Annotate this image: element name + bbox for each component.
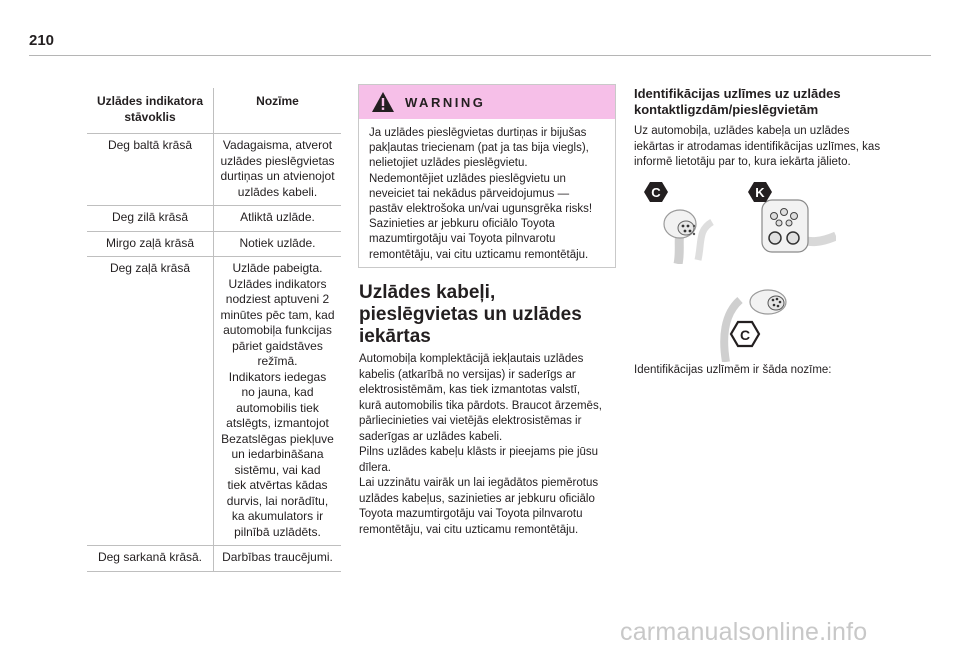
header-meaning: Nozīme bbox=[214, 88, 342, 134]
indicator-status-table bbox=[87, 88, 341, 572]
label-c-1: C bbox=[651, 185, 661, 200]
text-line: remontētāju, vai citu uzticamu remontētāju. bbox=[359, 523, 579, 536]
warning-header bbox=[359, 85, 615, 119]
text-line: elektrosistēmām, kas tiek izmantotas valstī, bbox=[359, 384, 581, 396]
table-row bbox=[87, 257, 341, 546]
text-line: informē lietotāju par to, kura iekārta jālieto. bbox=[634, 156, 851, 168]
text-line: remontētāju, vai citu uzticamu remontētāju. bbox=[369, 248, 589, 261]
text-line: saderīgas ar uzlādes kabeli. bbox=[359, 430, 503, 443]
charging-cables-heading: Uzlādes kabeļi, pieslēgvietas un uzlādes iekārtas bbox=[359, 282, 582, 347]
watermark: carmanualsonline.info bbox=[620, 618, 868, 646]
warning-box bbox=[358, 84, 616, 268]
meaning-line: Indikators iedegas bbox=[228, 369, 327, 384]
meaning-line: durvis, lai norādītu, bbox=[226, 493, 329, 508]
state-cell: Deg zaļā krāsā bbox=[87, 257, 214, 546]
label-k: K bbox=[755, 185, 765, 200]
table-row bbox=[87, 231, 341, 257]
charging-cables-text bbox=[359, 352, 621, 538]
meaning-line: un iedarbināšana bbox=[231, 447, 324, 461]
meaning-line: uzlādes kabeli. bbox=[237, 184, 318, 199]
meaning-cell bbox=[214, 134, 342, 206]
meaning-line: pāriet gaidstāves bbox=[232, 338, 323, 353]
text-line: kurā automobilis tika pārdots. Braucot ārzemēs, bbox=[359, 399, 602, 412]
state-cell: Mirgo zaļā krāsā bbox=[87, 231, 214, 257]
text-line: Uz automobiļa, uzlādes kabeļa un uzlādes bbox=[634, 125, 850, 137]
identification-labels-heading: Identifikācijas uzlīmes uz uzlādes kontaktligzdām/pieslēgvietām bbox=[634, 86, 841, 117]
header-divider bbox=[29, 55, 931, 56]
text-line: nelietojiet uzlādes pieslēgvietu. bbox=[369, 157, 528, 170]
meaning-line: nodziest aptuveni 2 bbox=[225, 292, 330, 306]
text-line: Nedemontējiet uzlādes pieslēgvietu un bbox=[369, 172, 566, 185]
text-line: iekārtas ir atrodamas identifikācijas uzlīmes, kas bbox=[634, 140, 881, 153]
text-line: Ja uzlādes pieslēgvietas durtiņas ir bijušas bbox=[369, 127, 587, 139]
state-cell: Deg zilā krāsā bbox=[87, 206, 214, 232]
table-row bbox=[87, 134, 341, 206]
connector-c-illustration bbox=[638, 178, 732, 264]
meaning-line: minūtes pēc tam, kad bbox=[220, 307, 335, 322]
label-c-2: C bbox=[739, 327, 751, 343]
page-number: 210 bbox=[29, 32, 55, 49]
meaning-cell bbox=[214, 257, 342, 546]
meaning-line: durtiņas un atvienojot bbox=[220, 169, 335, 183]
text-line: pastāv elektrošoka un/vai ugunsgrēka risks! bbox=[369, 203, 593, 216]
meaning-line: automobiļa funkcijas bbox=[223, 323, 332, 337]
meaning-line: uzlādes pieslēgvietas bbox=[220, 153, 335, 168]
text-line: Toyota mazumtirgotāju vai Toyota pilnvarotu bbox=[359, 508, 583, 520]
meaning-line: tiek atvērtas kādas bbox=[227, 478, 328, 492]
meaning-line: Atliktā uzlāde. bbox=[240, 210, 315, 224]
meaning-line: Uzlāde pabeigta. bbox=[232, 261, 323, 275]
meaning-line: Bezatslēgas piekļuve bbox=[221, 431, 334, 446]
text-line: pārliecinieties vai vietējās elektrosistēmas ir bbox=[359, 415, 582, 427]
text-line: neveiciet tai nekādus pārveidojumus — bbox=[369, 187, 570, 200]
meaning-line: ka akumulators ir bbox=[231, 509, 324, 523]
state-cell: Deg baltā krāsā bbox=[87, 134, 214, 206]
labels-caption: Identifikācijas uzlīmēm ir šāda nozīme: bbox=[634, 364, 832, 376]
text-line: Sazinieties ar jebkuru oficiālo Toyota bbox=[369, 218, 555, 231]
text-line: mazumtirgotāju vai Toyota pilnvarotu bbox=[369, 233, 556, 246]
text-line: uzlādes kabeļus, sazinieties ar jebkuru oficiālo bbox=[359, 492, 595, 505]
meaning-line: atslēgts, izmantojot bbox=[226, 416, 329, 430]
meaning-cell bbox=[214, 231, 342, 257]
socket-c-illustration bbox=[700, 282, 796, 362]
meaning-line: sistēmu, vai kad bbox=[234, 462, 321, 477]
state-cell: Deg sarkanā krāsā. bbox=[87, 546, 214, 572]
meaning-cell bbox=[214, 546, 342, 572]
meaning-line: režīmā. bbox=[257, 354, 298, 368]
meaning-line: Notiek uzlāde. bbox=[239, 235, 316, 250]
identification-labels-text bbox=[634, 124, 904, 171]
text-line: pakļautas triecienam (pat ja tas bija viegls), bbox=[369, 142, 589, 155]
meaning-line: no jauna, kad bbox=[241, 385, 314, 399]
warning-triangle-icon bbox=[371, 91, 395, 113]
table-row bbox=[87, 206, 341, 232]
meaning-line: automobilis tiek bbox=[236, 400, 319, 415]
meaning-cell bbox=[214, 206, 342, 232]
meaning-line: Darbības traucējumi. bbox=[222, 550, 333, 564]
meaning-line: Uzlādes indikators bbox=[228, 276, 327, 291]
text-line: kabelis (atkarībā no versijas) ir saderīgs ar bbox=[359, 368, 576, 381]
text-line: Pilns uzlādes kabeļu klāsts ir pieejams pie jūsu bbox=[359, 446, 599, 458]
connector-k-illustration bbox=[740, 178, 836, 266]
text-line: Lai uzzinātu vairāk un lai iegādātos piemērotus bbox=[359, 477, 599, 489]
warning-title: WARNING bbox=[405, 95, 486, 110]
text-line: dīlera. bbox=[359, 461, 391, 474]
header-state: Uzlādes indikatora stāvoklis bbox=[87, 88, 214, 134]
table-header-row bbox=[87, 88, 341, 134]
meaning-line: Vadagaisma, atverot bbox=[222, 138, 333, 152]
table-row bbox=[87, 546, 341, 572]
meaning-line: pilnībā uzlādēts. bbox=[234, 524, 321, 539]
warning-text bbox=[369, 126, 609, 263]
text-line: Automobiļa komplektācijā iekļautais uzlādes bbox=[359, 353, 584, 365]
